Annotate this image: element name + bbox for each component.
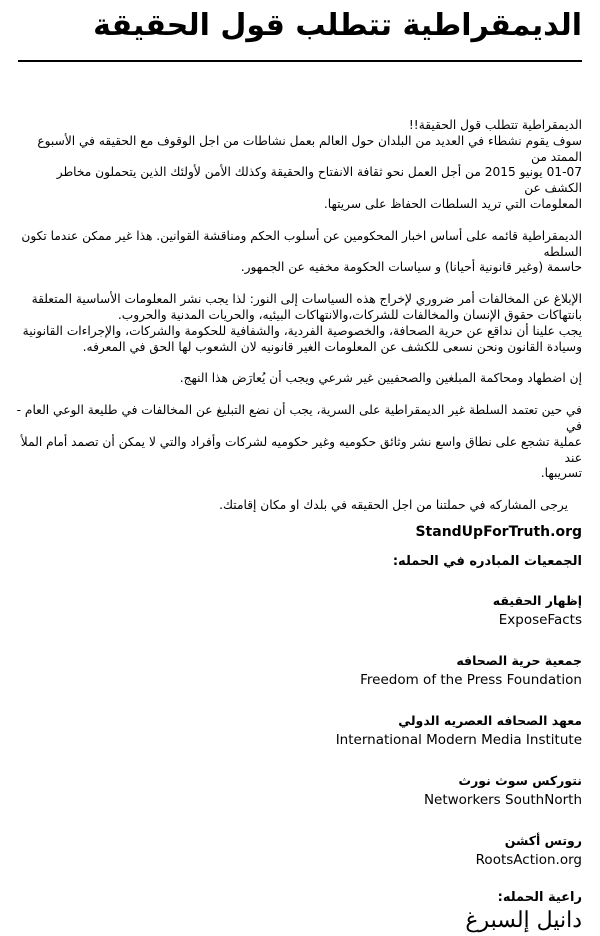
paragraph-line: يجب علينا أن نداقع عن حرية الصحافة، والخصوصية الفردية، والشفافية للحكومة والشركات، والإجراءات القانونية — [22, 323, 582, 338]
organization-english-name: Networkers SouthNorth — [423, 791, 582, 808]
paragraph-line: إن اضطهاد ومحاكمة المبلغين والصحفيين غير شرعي ويجب أن يُعارَض هذا النهج. — [179, 371, 582, 386]
organization-item — [16, 712, 582, 750]
sponsor-heading: راعية الحمله: — [497, 889, 582, 905]
organization-english-name: RootsAction.org — [475, 851, 582, 868]
paragraph-line: سوف يقوم نشطاء في العديد من البلدان حول العالم بعمل نشاطات من اجل الوقوف مع الحقيقه في الأسبوع الممتد من — [37, 133, 582, 164]
sponsor-name: دانيل إلسبرغ — [465, 907, 582, 933]
organization-item — [16, 772, 582, 810]
paragraph-line: تسريبها. — [540, 466, 582, 481]
page-title: الديمقراطية تتطلب قول الحقيقة — [93, 8, 582, 43]
organization-item — [16, 832, 582, 870]
body-paragraph — [16, 371, 582, 387]
document-body — [16, 118, 582, 936]
paragraph-line: 01-07 يونيو 2015 من أجل العمل نحو ثقافة الانفتاح والحقيقة وكذلك الأمن لأولئك الذين يتحملون مخاطر الكشف عن — [56, 165, 582, 196]
website-link[interactable]: StandUpForTruth.org — [415, 523, 582, 540]
body-paragraph — [16, 403, 582, 482]
title-divider — [18, 60, 582, 62]
paragraph-line: الديمقراطية تتطلب قول الحقيقة!! — [408, 118, 582, 132]
organization-arabic-name: جمعية حرية الصحافه — [456, 652, 582, 668]
organization-item — [16, 652, 582, 690]
paragraph-line: في حين تعتمد السلطة غير الديمقراطية على السرية، يجب أن نضع التبليغ عن المخالفات في طليعة الوعي العام - في — [16, 403, 582, 433]
organizations-heading: الجمعيات المبادره في الحمله: — [392, 553, 582, 569]
organization-arabic-name: إظهار الحقيقه — [492, 592, 582, 608]
organization-arabic-name: معهد الصحافه العصريه الدولي — [398, 712, 582, 728]
paragraph-line: الإبلاغ عن المخالفات أمر ضروري لإخراج هذه السياسات إلى النور: لذا يجب نشر المعلومات الأساسية المتعلقة — [31, 292, 582, 307]
paragraph-line: الديمقراطية قائمه على أساس اخبار المحكومين عن أسلوب الحكم ومناقشة القوانين. هذا غير ممكن عندما تكون السلطه — [21, 228, 582, 259]
organization-arabic-name: روتس أكشن — [504, 832, 582, 848]
paragraph-line: وسيادة القانون ونحن نسعى للكشف عن المعلومات الغير قانونيه لان الشعوب لها الحق في المعرفه. — [82, 339, 582, 354]
body-paragraph — [16, 118, 582, 213]
organization-arabic-name: نتوركس سوث نورث — [458, 772, 582, 788]
organization-english-name: Freedom of the Press Foundation — [360, 671, 582, 688]
body-paragraph — [16, 229, 582, 276]
paragraph-line: المعلومات التي تريد السلطات الحفاظ على سريتها. — [323, 196, 582, 211]
paragraph-line: بانتهاكات حقوق الإنسان والمخالفات للشركات،والانتهاكات البيئيه، والحريات المدنية والحروب. — [117, 307, 582, 322]
paragraph-line: حاسمة (وغير قانونية أحيانا) و سياسات الحكومة مخفيه عن الجمهور. — [240, 260, 582, 275]
body-paragraph — [16, 292, 582, 355]
organization-item — [16, 592, 582, 630]
organization-english-name: International Modern Media Institute — [335, 731, 582, 748]
invitation-text: يرجى المشاركه في حملتنا من اجل الحقيقه في بلدك او مكان إقامتك. — [219, 498, 568, 513]
paragraph-line: عملية تشجع على نطاق واسع نشر وثائق حكوميه وغير حكوميه لشركات وأفراد والتي لا يمكن أن تصمد أمام الملأ عند — [20, 434, 582, 465]
paragraphs — [16, 118, 582, 482]
organization-english-name: ExposeFacts — [498, 611, 582, 628]
